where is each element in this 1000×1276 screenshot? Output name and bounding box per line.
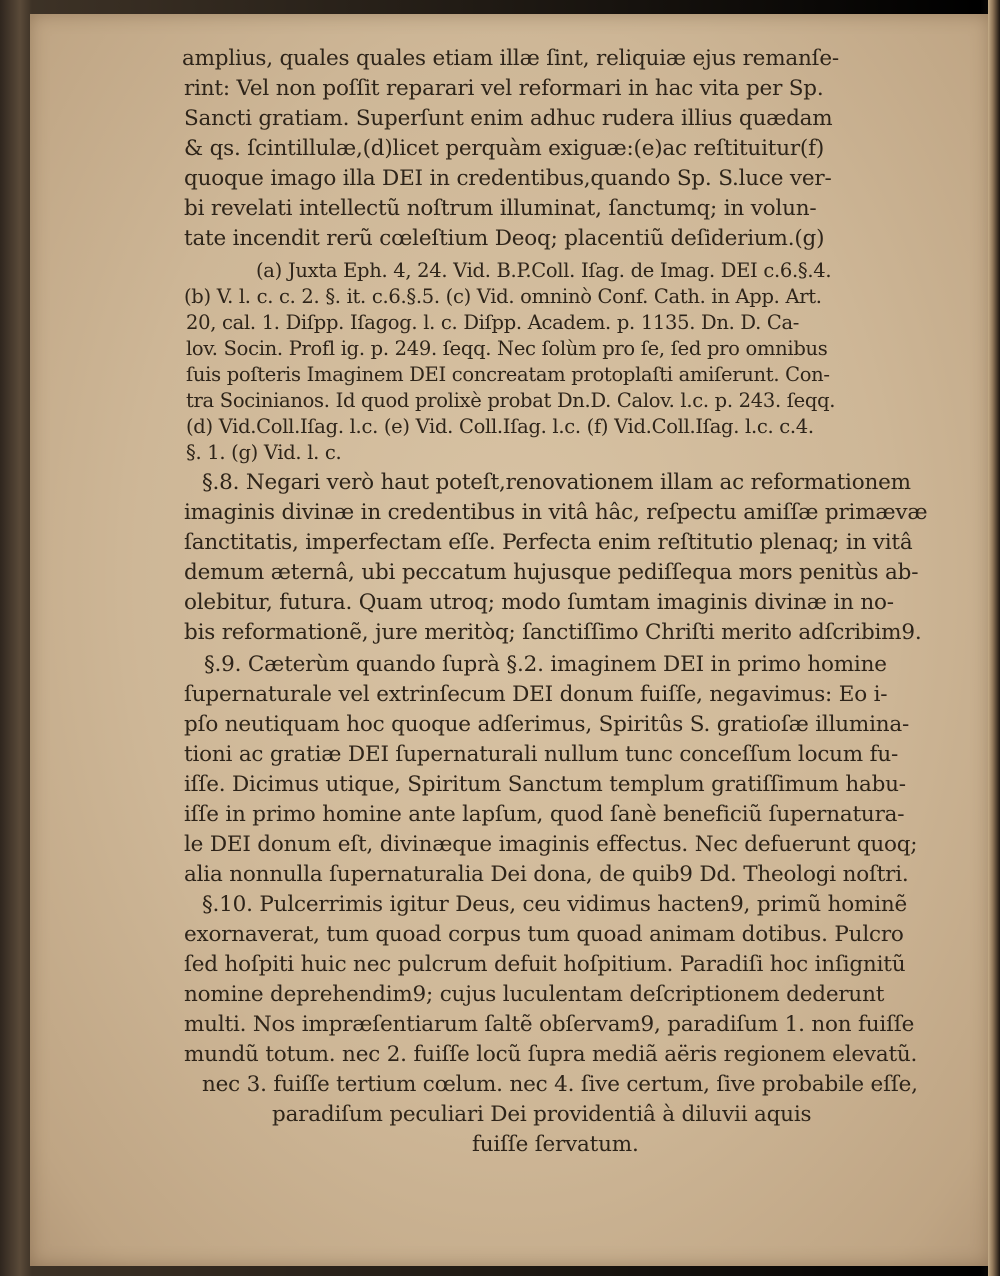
paragraph-10-line: ſed hoſpiti huic nec pulcrum defuit hoſpitium. Paradiſi hoc inſignitũ xyxy=(184,952,906,977)
paragraph-10-line: mundũ totum. nec 2. fuiſſe locũ ſupra mediã aëris regionem elevatũ. xyxy=(184,1042,918,1067)
paragraph-10-line: exornaverat, tum quoad corpus tum quoad animam dotibus. Pulcro xyxy=(184,922,904,947)
paragraph-9-line: §.9. Cæterùm quando ſuprà §.2. imaginem DEI in primo homine xyxy=(204,652,887,677)
paragraph-9-line: iſſe in primo homine ante lapſum, quod ſanè beneficiũ ſupernatura- xyxy=(184,802,905,827)
paragraph-10-line: multi. Nos impræſentiarum ſaltẽ obſervam9, paradiſum 1. non fuiſſe xyxy=(184,1012,915,1037)
text-line: bi revelati intellectũ noſtrum illuminat, ſanctumq; in volun- xyxy=(184,196,817,221)
paragraph-8-line: demum æternâ, ubi peccatum hujusque pediſſequa mors penitùs ab- xyxy=(184,560,919,585)
paragraph-9-line: iſſe. Dicimus utique, Spiritum Sanctum templum gratiſſimum habu- xyxy=(184,772,906,797)
page-edge xyxy=(988,0,1000,1276)
text-line: tate incendit rerũ cœleſtium Deoq; placentiũ deſiderium.(g) xyxy=(184,226,825,251)
paragraph-9-line: alia nonnulla ſupernaturalia Dei dona, de quib9 Dd. Theologi noſtri. xyxy=(184,862,909,887)
paragraph-10-line: §.10. Pulcerrimis igitur Deus, ceu vidimus hacten9, primũ hominẽ xyxy=(202,892,908,917)
paragraph-8-line: imaginis divinæ in credentibus in vitâ hâc, reſpectu amiſſæ primævæ xyxy=(184,500,928,525)
footnote-line: §. 1. (g) Vid. l. c. xyxy=(186,441,342,464)
footnote-line: tra Socinianos. Id quod prolixè probat Dn.D. Calov. l.c. p. 243. ſeqq. xyxy=(186,389,836,412)
text-line: Sancti gratiam. Superſunt enim adhuc rudera illius quædam xyxy=(184,106,833,131)
text-line: amplius, quales quales etiam illæ ſint, reliquiæ ejus remanſe- xyxy=(182,46,839,71)
paragraph-8-line: bis reformationẽ, jure meritòq; ſanctiſſimo Chriſti merito adſcribim9. xyxy=(184,620,922,645)
paragraph-10-line: nomine deprehendim9; cujus luculentam deſcriptionem dederunt xyxy=(184,982,885,1007)
text-line: quoque imago illa DEI in credentibus,quando Sp. S.luce ver- xyxy=(184,166,832,191)
paragraph-10-line: fuiſſe ſervatum. xyxy=(472,1132,639,1157)
text-line: & qs. ſcintillulæ,(d)licet perquàm exiguæ:(e)ac reſtituitur(f) xyxy=(184,136,825,161)
footnote-line: (d) Vid.Coll.Iſag. l.c. (e) Vid. Coll.Iſag. l.c. (f) Vid.Coll.Iſag. l.c. c.4. xyxy=(186,415,814,438)
paragraph-10-line: paradiſum peculiari Dei providentiâ à diluvii aquis xyxy=(272,1102,812,1127)
footnote-line: lov. Socin. Profl ig. p. 249. ſeqq. Nec ſolùm pro ſe, ſed pro omnibus xyxy=(186,337,828,360)
paragraph-9-line: ſupernaturale vel extrinſecum DEI donum fuiſſe, negavimus: Eo i- xyxy=(184,682,888,707)
paragraph-9-line: tioni ac gratiæ DEI ſupernaturali nullum tunc conceſſum locum fu- xyxy=(184,742,899,767)
footnote-line: (a) Juxta Eph. 4, 24. Vid. B.P.Coll. Iſag. de Imag. DEI c.6.§.4. xyxy=(256,259,832,282)
paragraph-8-line: §.8. Negari verò haut poteſt,renovationem illam ac reformationem xyxy=(202,470,911,495)
footnote-line: (b) V. l. c. c. 2. §. it. c.6.§.5. (c) Vid. omninò Conf. Cath. in App. Art. xyxy=(184,285,822,308)
paragraph-9-line: le DEI donum eſt, divinæque imaginis effectus. Nec defuerunt quoq; xyxy=(184,832,918,857)
paragraph-9-line: pſo neutiquam hoc quoque adſerimus, Spiritûs S. gratioſæ illumina- xyxy=(184,712,910,737)
paragraph-8-line: olebitur, futura. Quam utroq; modo ſumtam imaginis divinæ in no- xyxy=(184,590,894,615)
footnote-line: 20, cal. 1. Diſpp. Iſagog. l. c. Diſpp. Academ. p. 1135. Dn. D. Ca- xyxy=(186,311,800,334)
footnote-line: ſuis poſteris Imaginem DEI concreatam protoplaſti amiſerunt. Con- xyxy=(186,363,830,386)
text-line: rint: Vel non poſſit reparari vel reformari in hac vita per Sp. xyxy=(184,76,824,101)
paragraph-8-line: ſanctitatis, imperfectam eſſe. Perfecta enim reſtitutio plenaq; in vitâ xyxy=(184,530,913,555)
paragraph-10-line: nec 3. fuiſſe tertium cœlum. nec 4. ſive certum, ſive probabile eſſe, xyxy=(202,1072,918,1097)
